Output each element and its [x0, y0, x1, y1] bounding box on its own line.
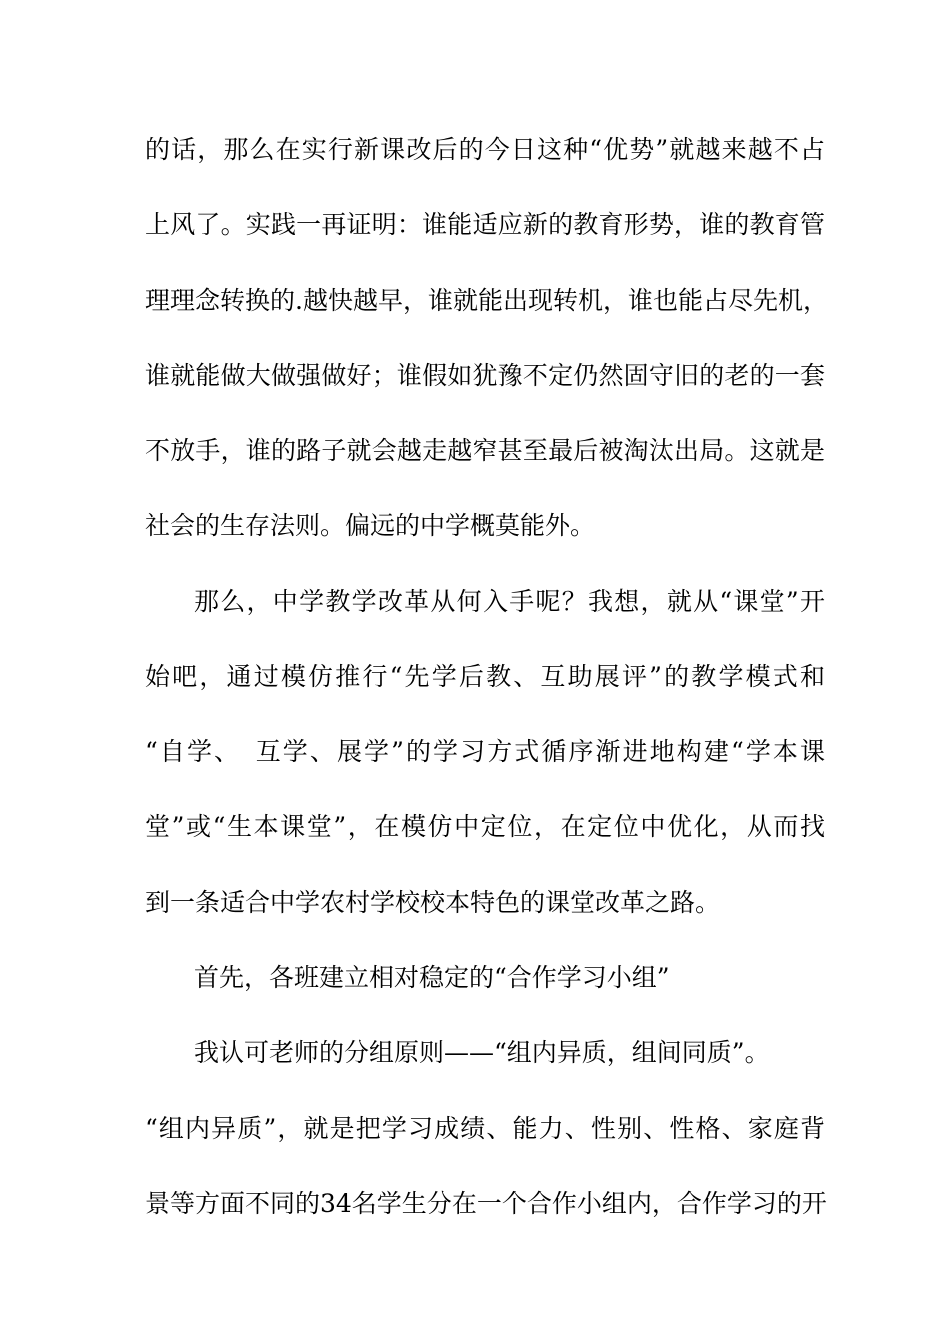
text-line: 始吧，通过模仿推行“先学后教、互助展评”的教学模式和	[145, 662, 825, 691]
text-line: 上风了。实践一再证明：谁能适应新的教育形势，谁的教育管	[145, 210, 825, 239]
text-line: 的话，那么在实行新课改后的今日这种“优势”就越来越不占	[145, 135, 825, 164]
text-line: “自学、 互学、展学”的学习方式循序渐进地构建“学本课	[145, 737, 825, 766]
section-heading: 首先，各班建立相对稳定的“合作学习小组”	[194, 963, 670, 992]
text-line: 那么，中学教学改革从何入手呢？我想，就从“课堂”开	[194, 587, 825, 616]
text-line: 堂”或“生本课堂”，在模仿中定位，在定位中优化，从而找	[145, 812, 825, 841]
text-line: 社会的生存法则。偏远的中学概莫能外。	[145, 511, 596, 540]
text-line: 到一条适合中学农村学校校本特色的课堂改革之路。	[145, 888, 721, 917]
text-line: 谁就能做大做强做好；谁假如犹豫不定仍然固守旧的老的一套	[145, 361, 825, 390]
text-line: 我认可老师的分组原则——“组内异质，组间同质”。	[194, 1038, 770, 1067]
text-line: “组内异质”，就是把学习成绩、能力、性别、性格、家庭背	[145, 1114, 825, 1143]
text-line: 景等方面不同的34名学生分在一个合作小组内，合作学习的开	[145, 1189, 827, 1218]
text-line: 理理念转换的.越快越早，谁就能出现转机，谁也能占尽先机，	[145, 286, 828, 315]
text-line: 不放手，谁的路子就会越走越窄甚至最后被淘汰出局。这就是	[145, 436, 825, 465]
